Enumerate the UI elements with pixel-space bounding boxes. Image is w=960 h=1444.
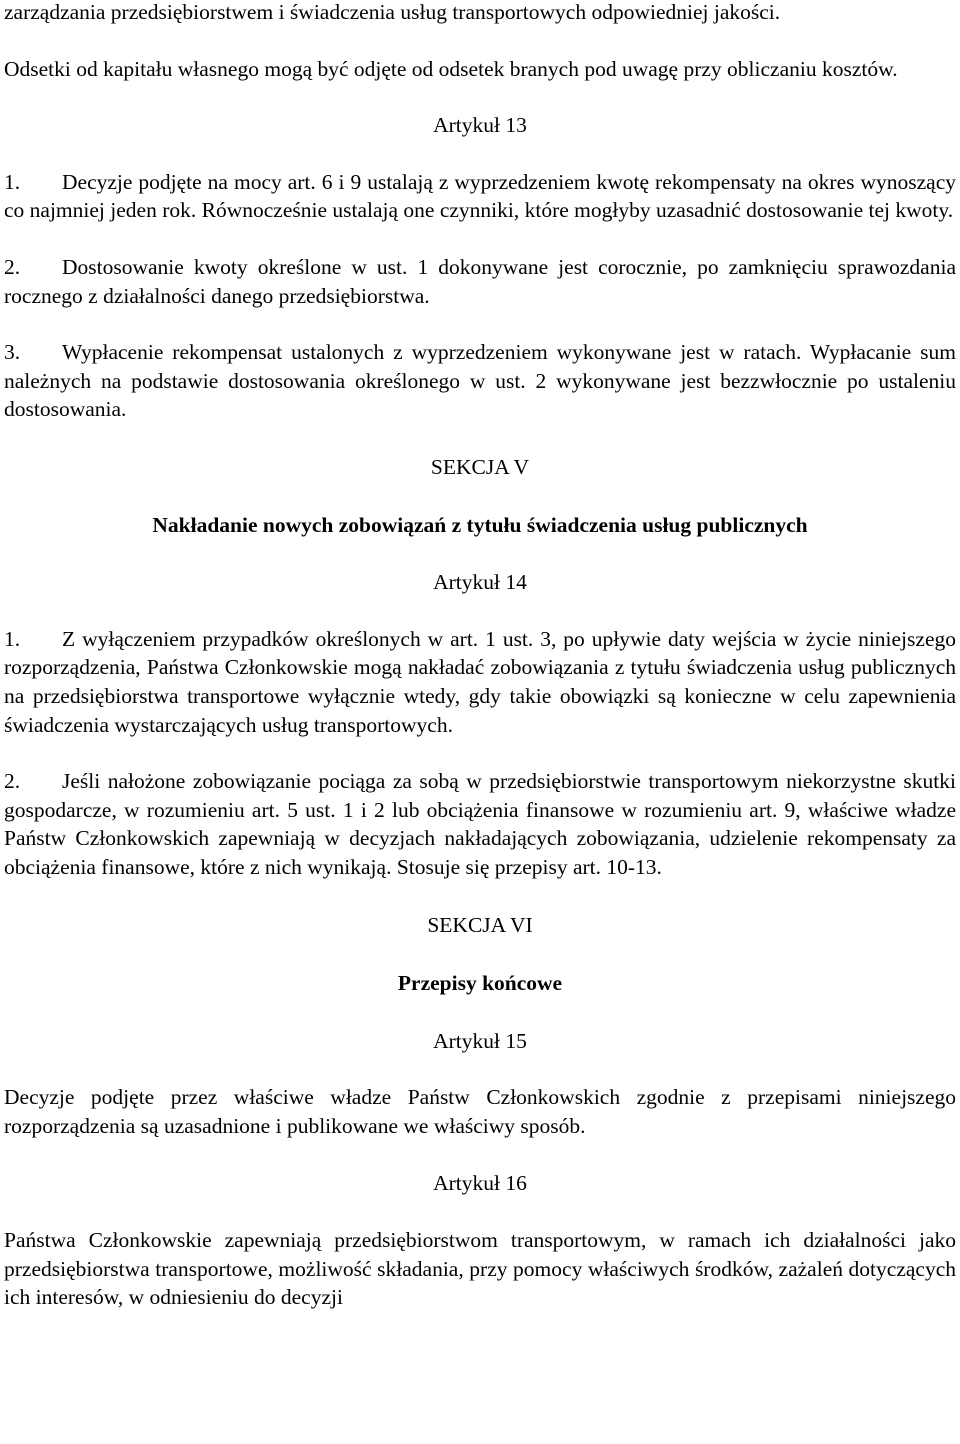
art14-point-1 [4,625,956,739]
section-5-title: Nakładanie nowych zobowiązań z tytułu świadczenia usług publicznych [152,512,808,537]
paragraph-interest: Odsetki od kapitału własnego mogą być odjęte od odsetek branych pod uwagę przy obliczaniu kosztów. [4,56,898,81]
section-5-heading: SEKCJA V [430,454,530,479]
point-text: Jeśli nałożone zobowiązanie pociąga za sobą w przedsiębiorstwie transportowym niekorzystne skutki gospodarcze, w rozumieniu art. 5 ust. 1 i 2 lub obciążenia finansowe w rozumieniu art. 9, właściwe władze Państw Członkowskich zapewniają w decyzjach nakładających zobowiązania, udzielenie rekompensaty za obciążenia finansowe, które z nich wynikają. Stosuje się przepisy art. 10-13. [4,769,956,879]
article-13-heading: Artykuł 13 [433,113,527,138]
point-number: 1. [4,626,21,651]
point-number: 1. [4,169,21,194]
art13-point-1 [4,168,956,225]
document-page [4,0,956,1312]
paragraph-continuation: zarządzania przedsiębiorstwem i świadczenia usług transportowych odpowiedniej jakości. [4,0,781,24]
point-text: Dostosowanie kwoty określone w ust. 1 dokonywane jest corocznie, po zamknięciu sprawozdania rocznego z działalności danego przedsiębiorstwa. [4,254,956,308]
point-number: 3. [4,340,21,365]
section-6-title: Przepisy końcowe [397,971,563,996]
point-text: Z wyłączeniem przypadków określonych w art. 1 ust. 3, po upływie daty wejścia w życie niniejszego rozporządzenia, Państwa Członkowskie mogą nakładać zobowiązania z tytułu świadczenia usług publicznych na przedsiębiorstwa transportowe wyłącznie wtedy, gdy takie obowiązki są konieczne w celu zapewnienia świadczenia wystarczających usług transportowych. [4,626,956,737]
section-6-heading: SEKCJA VI [427,913,533,938]
point-text: Decyzje podjęte na mocy art. 6 i 9 ustalają z wyprzedzeniem kwotę rekompensaty na okres wynoszący co najmniej jeden rok. Równocześnie ustalają one czynniki, które mogłyby uzasadnić dostosowanie tej kwoty. [4,169,956,223]
point-number: 2. [4,254,21,279]
article-14-heading: Artykuł 14 [433,570,527,595]
point-text: Wypłacenie rekompensat ustalonych z wyprzedzeniem wykonywane jest w ratach. Wypłacanie sum należnych na podstawie dostosowania określonego w ust. 2 wykonywane jest bezzwłocznie po ustaleniu dostosowania. [4,340,956,422]
article-16-text: Państwa Członkowskie zapewniają przedsiębiorstwom transportowym, w ramach ich działalności jako przedsiębiorstwa transportowe, możliwość składania, przy pomocy właściwych środków, zażaleń dotyczących ich interesów, w odniesieniu do decyzji [4,1228,956,1310]
point-number: 2. [4,769,21,794]
article-16-heading: Artykuł 16 [433,1171,527,1196]
article-15-text: Decyzje podjęte przez właściwe władze Państw Członkowskich zgodnie z przepisami niniejszego rozporządzenia są uzasadnione i publikowane we właściwy sposób. [4,1085,956,1138]
art13-point-2 [4,253,956,310]
article-15-heading: Artykuł 15 [433,1028,527,1053]
art14-point-2 [4,767,956,881]
art13-point-3 [4,338,956,424]
